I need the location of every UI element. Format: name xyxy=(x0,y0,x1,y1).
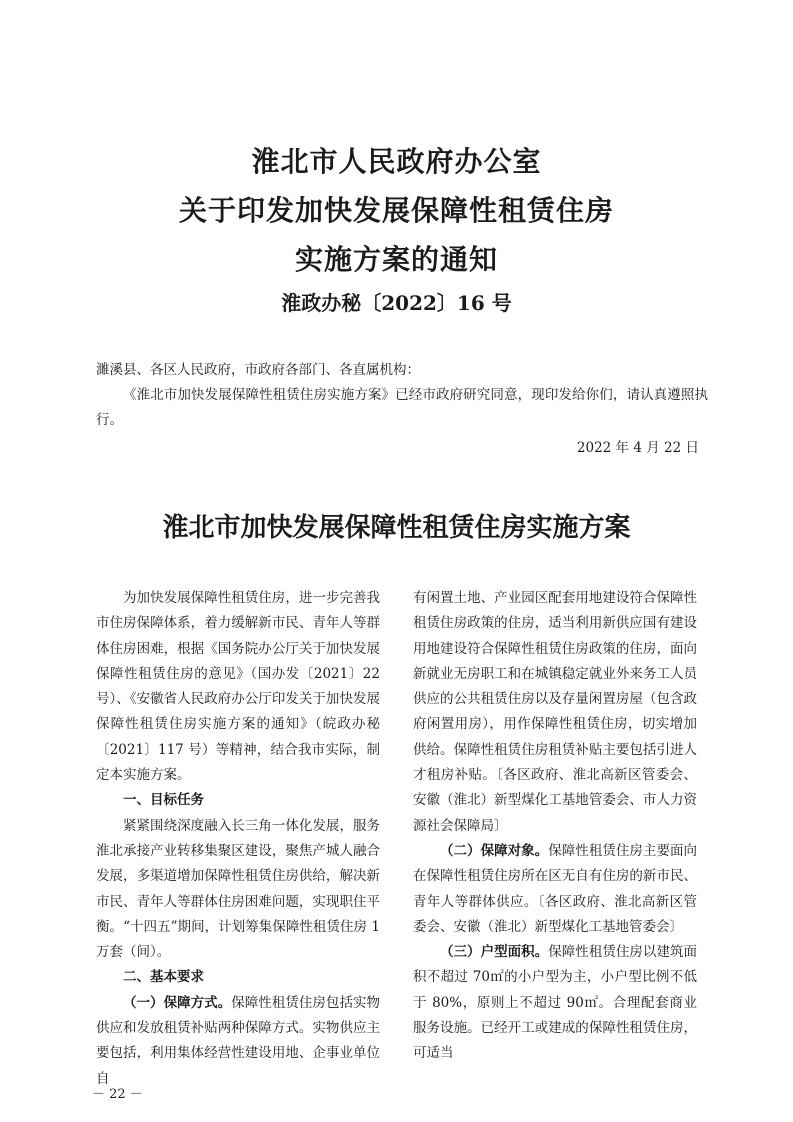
item-guarantee-target-text: 保障性租赁住房主要面向在保障性租赁住房所在区无自有住房的新市民、青年人等群体供应。〔各区政府、淮北高新区管委会、安徽（淮北）新型煤化工基地管委会〕 xyxy=(413,842,698,935)
item-guarantee-target xyxy=(413,839,697,940)
item-unit-size-label: （三）户型面积。 xyxy=(440,944,549,961)
item-guarantee-method-continued: 有闲置土地、产业园区配套用地建设符合保障性租赁住房政策的住房，适当利用新供应国有建设用地建设符合保障性租赁住房政策的住房，面向新就业无房职工和在城镇稳定就业外来务工人员供应的公共租赁住房以及存量闲置房屋（包含政府闲置用房），用作保障性租赁住房，切实增加供给。保障性租赁住房租赁补贴主要包括引进人才租房补贴。〔各区政府、淮北高新区管委会、安徽（淮北）新型煤化工基地管委会、市人力资源社会保障局〕 xyxy=(413,590,697,834)
section-heading-targets: 一、目标任务 xyxy=(123,792,204,809)
recipients-line: 濉溪县、各区人民政府，市政府各部门、各直属机构： xyxy=(96,362,420,378)
section-heading-requirements: 二、基本要求 xyxy=(123,969,204,986)
section-targets-body: 紧紧围绕深度融入长三角一体化发展，服务淮北承接产业转移集聚区建设，聚焦产城人融合发展，多渠道增加保障性租赁住房供给，解决新市民、青年人等群体住房困难问题，实现职住平衡。“十四五”期间，计划筹集保障性租赁住房 1 万套（间）。 xyxy=(96,817,380,961)
notice-title-line-3: 实施方案的通知 xyxy=(294,243,498,276)
plan-intro-paragraph: 为加快发展保障性租赁住房，进一步完善我市住房保障体系，着力缓解新市民、青年人等群体住房困难，根据《国务院办公厅关于加快发展保障性租赁住房的意见》（国办发〔2021〕22 号）、《安徽省人民政府办公厅印发关于加快发展保障性租赁住房实施方案的通知》（皖政办秘〔2021〕117 号）等精神，结合我市实际，制定本实施方案。 xyxy=(96,590,380,784)
plan-title: 淮北市加快发展保障性租赁住房实施方案 xyxy=(162,513,631,543)
document-number: 淮政办秘〔2022〕16 号 xyxy=(281,291,512,315)
page-number: － 22 － xyxy=(92,1087,143,1102)
item-guarantee-method-label: （一）保障方式。 xyxy=(123,994,232,1011)
notice-body: 《淮北市加快发展保障性租赁住房实施方案》已经市政府研究同意，现印发给你们，请认真遵照执行。 xyxy=(96,387,708,428)
item-guarantee-target-label: （二）保障对象。 xyxy=(440,842,549,859)
notice-title-line-2: 关于印发加快发展保障性租赁住房 xyxy=(178,194,614,227)
right-column xyxy=(413,586,697,1067)
notice-date: 2022 年 4 月 22 日 xyxy=(576,440,699,456)
item-guarantee-method-text: 保障性租赁住房包括实物供应和发放租赁补贴两种保障方式。实物供应主要包括，利用集体经营性建设用地、企事业单位自 xyxy=(96,994,381,1087)
notice-title-line-1: 淮北市人民政府办公室 xyxy=(251,145,542,178)
item-guarantee-method xyxy=(96,991,380,1092)
left-column xyxy=(96,586,380,1092)
item-unit-size xyxy=(413,940,697,1066)
item-unit-size-text: 保障性租赁住房以建筑面积不超过 70㎡的小户型为主，小户型比例不低于 80%，原则上不超过 90㎡。合理配套商业服务设施。已经开工或建成的保障性租赁住房，可适当 xyxy=(413,944,698,1062)
